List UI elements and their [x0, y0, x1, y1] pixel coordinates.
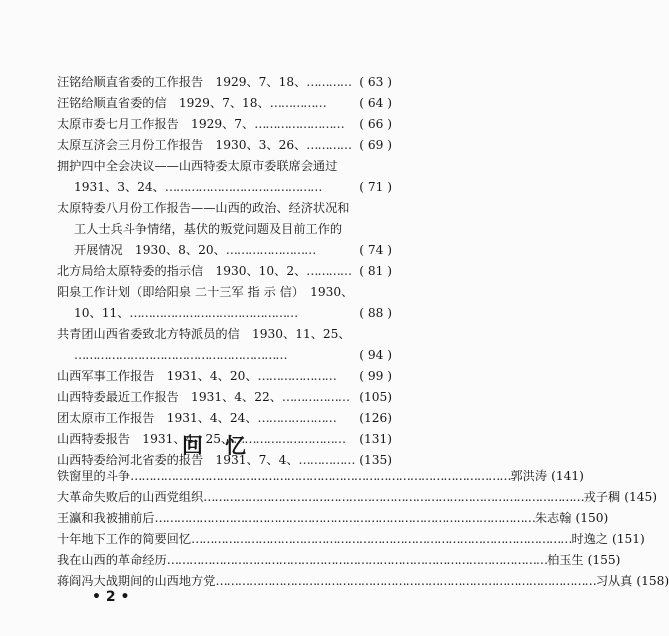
toc-page-number: ( 69 )	[359, 138, 392, 152]
toc-entry-title: 团太原市工作报告 1931、4、24、	[57, 411, 258, 425]
leader-dots: ……………	[269, 96, 326, 110]
leader-dots: …………	[306, 264, 352, 278]
memoir-author: 习从真	[595, 574, 633, 588]
toc-entry-line	[57, 240, 392, 261]
toc-entry-line	[57, 93, 392, 114]
toc-entry-line	[57, 198, 392, 219]
toc-entry-title: 共青团山西省委致北方特派员的信 1930、11、25、	[57, 327, 351, 341]
leader-dots: …………………	[257, 411, 336, 425]
leader-dots: …………………………………………………………………………………………	[130, 469, 511, 483]
toc-entry-line	[57, 219, 392, 240]
toc-entry-title: 太原互济会三月份工作报告 1930、3、26、	[57, 138, 307, 152]
leader-dots: …………………………………………………………………………………………	[166, 553, 548, 567]
leader-dots: …………………………	[233, 432, 346, 446]
memoir-title: 蒋阎冯大战期间的山西地方党	[57, 574, 216, 588]
memoir-title: 我在山西的革命经历	[57, 553, 167, 567]
toc-entry	[57, 387, 392, 408]
memoir-title: 十年地下工作的简要回忆	[57, 532, 192, 546]
toc-entry-title: 汪铭给顺直省委的信 1929、7、18、	[57, 96, 270, 110]
toc-entry-title: 山西特委报告 1931、4、25、	[57, 432, 234, 446]
memoir-author: 时逸之	[571, 532, 608, 546]
leader-dots: …………	[306, 75, 352, 89]
toc-memoirs-section	[57, 466, 669, 592]
leader-dots: …………………	[257, 369, 336, 383]
toc-page-number: (135)	[359, 453, 392, 467]
toc-entry-title: 北方局给太原特委的指示信 1930、10、2、	[57, 264, 307, 278]
toc-entry-line	[57, 72, 392, 93]
toc-page-number: (105)	[359, 390, 392, 404]
memoir-entry	[57, 508, 609, 529]
toc-page-number: ( 81 )	[359, 264, 392, 278]
leader-dots: …………………………………………………………………………………………	[154, 511, 535, 525]
toc-entry-line	[57, 135, 392, 156]
toc-entry-line	[57, 324, 392, 345]
toc-entry-title: 山西特委给河北省委的报告 1931、7、4、	[57, 453, 299, 467]
toc-page-number: ( 71 )	[359, 180, 392, 194]
toc-entry	[57, 366, 392, 387]
toc-entry-line	[57, 177, 392, 198]
memoir-entry	[57, 487, 657, 508]
toc-entry-line	[57, 261, 392, 282]
toc-entry-line	[57, 114, 392, 135]
toc-entry-line	[57, 156, 392, 177]
memoir-entry	[57, 529, 645, 550]
leader-dots: …………………………………………………	[74, 348, 287, 362]
toc-page-number: ( 63 )	[359, 75, 392, 89]
toc-entry	[57, 408, 392, 429]
toc-entry	[57, 282, 392, 324]
toc-page-number: ( 64 )	[359, 96, 392, 110]
memoir-entry	[57, 550, 621, 571]
toc-entry-line	[57, 387, 392, 408]
toc-page-number: ( 74 )	[359, 243, 392, 257]
toc-entry	[57, 198, 392, 261]
toc-entry	[57, 114, 392, 135]
memoir-entry	[57, 466, 584, 487]
toc-entry	[57, 156, 392, 198]
toc-page-number: (150)	[575, 511, 609, 525]
toc-entry-title: 拥护四中全会决议——山西特委太原市委联席会通过	[57, 159, 338, 173]
memoir-author: 柏玉生	[547, 553, 584, 567]
toc-entry	[57, 93, 392, 114]
toc-entry-line	[57, 408, 392, 429]
memoir-author: 戎子稠	[583, 490, 621, 504]
leader-dots: ………………	[281, 390, 350, 404]
toc-entry-title: 山西特委最近工作报告 1931、4、22、	[57, 390, 282, 404]
leader-dots: …………	[306, 138, 352, 152]
toc-entry-line	[57, 345, 392, 366]
leader-dots: ……………	[298, 453, 355, 467]
toc-entry-title: 开展情况 1930、8、20、	[74, 243, 226, 257]
leader-dots: ……………………	[254, 117, 344, 131]
toc-reports-section	[57, 72, 392, 471]
toc-page-number: (151)	[612, 532, 645, 546]
toc-entry	[57, 324, 392, 366]
toc-page-number: (131)	[359, 432, 392, 446]
toc-entry-line	[57, 282, 392, 303]
toc-entry-title: 工人士兵斗争情绪，基伏的叛党问题及目前工作的	[74, 222, 343, 236]
toc-entry	[57, 72, 392, 93]
toc-page-number: ( 66 )	[359, 117, 392, 131]
leader-dots: ……………………………………	[164, 180, 322, 194]
memoir-title: 铁窗里的斗争	[57, 469, 131, 483]
toc-page-number: (145)	[624, 490, 657, 504]
toc-entry-title: 1931、3、24、	[74, 180, 165, 194]
leader-dots: …………………………………………………………………………………………	[215, 574, 596, 588]
memoir-title: 王瀛和我被捕前后	[57, 511, 155, 525]
toc-entry-title: 太原市委七月工作报告 1929、7、	[57, 117, 255, 131]
memoir-author: 朱志翰	[534, 511, 572, 525]
memoir-author: 郭洪涛	[510, 469, 548, 483]
toc-entry	[57, 261, 392, 282]
page-number: • 2 •	[92, 589, 130, 605]
section-heading-memoirs: 回忆	[182, 434, 268, 458]
toc-entry-line	[57, 303, 392, 324]
toc-entry-title: 山西军事工作报告 1931、4、20、	[57, 369, 258, 383]
toc-entry-title: 太原特委八月份工作报告——山西的政治、经济状况和	[57, 201, 350, 215]
toc-entry-title: 汪铭给顺直省委的工作报告 1929、7、18、	[57, 75, 307, 89]
toc-page-number: ( 94 )	[359, 348, 392, 362]
toc-page-number: (158)	[636, 574, 669, 588]
toc-page-number: (155)	[587, 553, 621, 567]
toc-entry-title: 10、11、	[74, 306, 130, 320]
toc-page-number: (126)	[359, 411, 392, 425]
leader-dots: ……………………	[225, 243, 316, 257]
memoir-title: 大革命失败后的山西党组织	[57, 490, 204, 504]
leader-dots: …………………………………………………………………………………………	[191, 532, 572, 546]
toc-entry-title: 阳泉工作计划（即给阳泉 二十三军 指 示 信） 1930、	[57, 285, 354, 299]
toc-entry	[57, 135, 392, 156]
toc-entry-line	[57, 366, 392, 387]
toc-page-number: (141)	[551, 469, 584, 483]
leader-dots: ………………………………………	[129, 306, 298, 320]
leader-dots: …………………………………………………………………………………………	[203, 490, 584, 504]
toc-page-number: ( 99 )	[359, 369, 392, 383]
toc-page-number: ( 88 )	[359, 306, 392, 320]
